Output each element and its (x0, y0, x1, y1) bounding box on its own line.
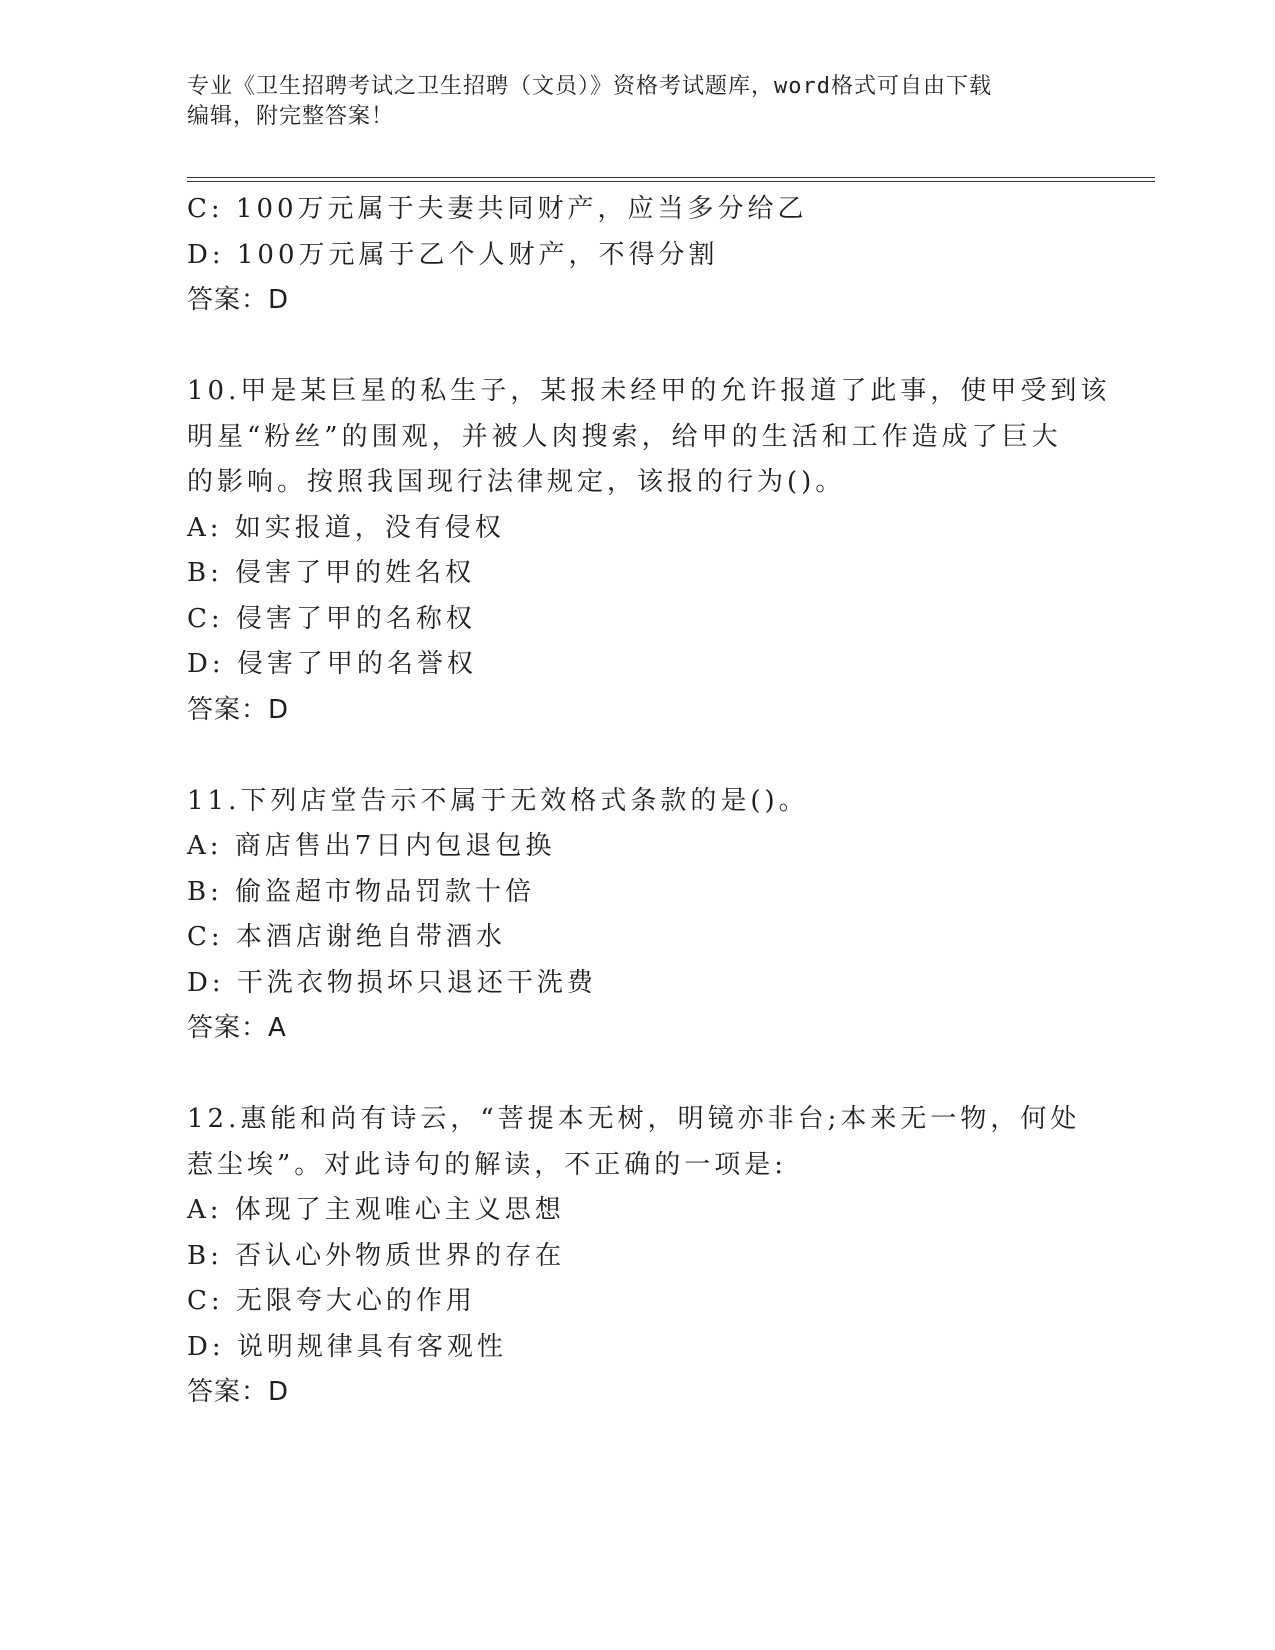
question-stem-line: 的影响。按照我国现行法律规定，该报的行为()。 (187, 467, 846, 497)
option-c: C: 无限夸大心的作用 (187, 1286, 476, 1316)
option-c: C: 本酒店谢绝自带酒水 (187, 922, 506, 952)
question-block-12 (187, 1097, 1087, 1416)
option-c: C: 侵害了甲的名称权 (187, 603, 476, 634)
option-a: A: 商店售出7日内包退包换 (187, 831, 556, 861)
answer-line: 答案：D (187, 694, 290, 725)
spacer (187, 324, 1087, 370)
spacer (187, 1052, 1087, 1098)
option-a: A: 体现了主观唯心主义思想 (187, 1195, 565, 1225)
option-d: D: 说明规律具有客观性 (187, 1331, 507, 1362)
answer-line: 答案：A (187, 1013, 287, 1043)
spacer (187, 733, 1087, 779)
option-d: D: 干洗衣物损坏只退还干洗费 (187, 967, 597, 998)
option-a: A: 如实报道，没有侵权 (187, 512, 505, 543)
question-stem-line: 明星“粉丝”的围观，并被人肉搜索，给甲的生活和工作造成了巨大 (187, 421, 1062, 452)
question-block-11 (187, 779, 1087, 1052)
question-stem-line: 11.下列店堂告示不属于无效格式条款的是()。 (187, 785, 809, 816)
answer-line: 答案：D (187, 1377, 290, 1407)
header-divider (187, 177, 1155, 182)
header-line-1: 专业《卫生招聘考试之卫生招聘（文员）》资格考试题库，word格式可自由下载 (187, 74, 992, 99)
question-block-prev (187, 187, 1087, 324)
option-b: B: 偷盗超市物品罚款十倍 (187, 876, 536, 907)
option-d: D: 100万元属于乙个人财产，不得分割 (187, 239, 719, 270)
answer-line: 答案：D (187, 285, 290, 315)
option-b: B: 侵害了甲的姓名权 (187, 558, 476, 588)
header-line-2: 编辑，附完整答案！ (187, 104, 395, 129)
option-b: B: 否认心外物质世界的存在 (187, 1240, 566, 1271)
question-stem-line: 12.惠能和尚有诗云，“菩提本无树，明镜亦非台;本来无一物，何处 (187, 1104, 1081, 1134)
option-c: C: 100万元属于夫妻共同财产，应当多分给乙 (187, 194, 808, 224)
question-stem-line: 10.甲是某巨星的私生子，某报未经甲的允许报道了此事，使甲受到该 (187, 376, 1111, 406)
document-header (187, 72, 1087, 132)
question-block-10 (187, 369, 1111, 733)
question-stem-line: 惹尘埃”。对此诗句的解读，不正确的一项是: (187, 1149, 788, 1180)
option-d: D: 侵害了甲的名誉权 (187, 649, 477, 679)
question-list (187, 187, 1111, 1416)
